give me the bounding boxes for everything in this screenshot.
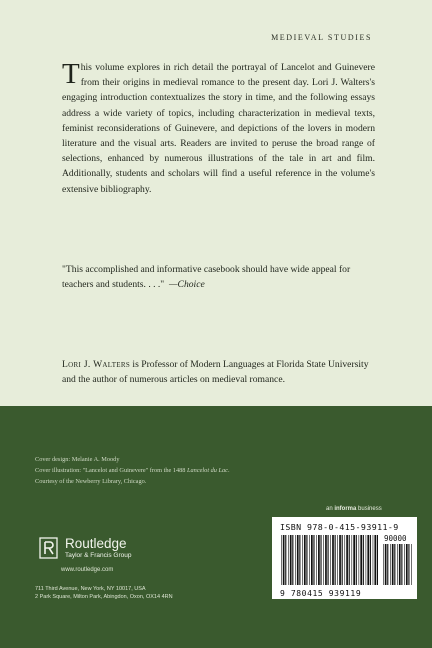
barcode-bar xyxy=(408,544,409,585)
publisher-address: 711 Third Avenue, New York, NY 10017, USA 2 Park Square, Milton Park, Abingdon, Oxon, OX14 4RN xyxy=(35,586,173,601)
barcode-bar xyxy=(325,535,327,585)
barcode-bar xyxy=(309,535,310,585)
barcode-bar xyxy=(323,535,324,585)
ean-barcode xyxy=(280,535,380,585)
barcode-bar xyxy=(316,535,317,585)
barcode-bar xyxy=(374,535,376,585)
barcode-bar xyxy=(399,544,401,585)
courtesy-credit: Courtesy of the Newberry Library, Chicago. xyxy=(35,477,147,485)
quote-text: "This accomplished and informative casebook should have wide appeal for teachers and students. . . ." xyxy=(62,264,351,291)
barcode-bar xyxy=(385,544,387,585)
barcode-bar xyxy=(339,535,341,585)
barcode-bar xyxy=(392,544,394,585)
barcode-bar xyxy=(401,544,402,585)
barcode-bar xyxy=(387,544,388,585)
barcode-bar xyxy=(394,544,395,585)
barcode-bar xyxy=(335,535,336,585)
barcode-bar xyxy=(332,535,334,585)
barcode-bar xyxy=(363,535,364,585)
ean-number: 9 780415 939119 xyxy=(280,589,362,598)
barcode-bar xyxy=(377,535,378,585)
barcode-bar xyxy=(281,535,282,585)
barcode-bar xyxy=(390,544,391,585)
informa-tagline: an informa business xyxy=(326,506,382,512)
barcode-bar xyxy=(373,535,374,585)
barcode-bar xyxy=(320,535,321,585)
barcode-bar xyxy=(356,535,357,585)
barcode-bar xyxy=(297,535,299,585)
barcode-bar xyxy=(411,544,412,585)
price-barcode xyxy=(382,544,414,594)
publisher-url: www.routledge.com xyxy=(61,567,114,573)
barcode-bar xyxy=(360,535,362,585)
barcode-bar xyxy=(313,535,314,585)
barcode-bar xyxy=(285,535,286,585)
cover-illustration-credit: Cover illustration: "Lancelot and Guinevere" from the 1488 Lancelot du Lac. xyxy=(35,466,230,474)
cover-credits xyxy=(35,455,230,487)
author-name: Lori J. Walters xyxy=(62,359,131,370)
publisher-name: Routledge xyxy=(65,535,127,551)
quote-source: —Choice xyxy=(169,279,205,291)
category-label: MEDIEVAL STUDIES xyxy=(271,33,372,42)
barcode-bar xyxy=(404,544,405,585)
barcode-bar xyxy=(342,535,343,585)
barcode-bar xyxy=(367,535,369,585)
barcode-bar xyxy=(383,544,384,585)
barcode-bar xyxy=(290,535,292,585)
review-quote xyxy=(62,262,375,292)
barcode-bar xyxy=(302,535,303,585)
barcode-bar xyxy=(349,535,350,585)
barcode-bar xyxy=(311,535,313,585)
isbn-text: ISBN 978-0-415-93911-9 xyxy=(280,522,399,532)
book-description xyxy=(62,60,375,197)
publisher-brand xyxy=(36,535,131,561)
barcode-bar xyxy=(295,535,296,585)
barcode-bar xyxy=(288,535,289,585)
barcode-bar xyxy=(318,535,320,585)
barcode-bar xyxy=(344,535,345,585)
barcode-bar xyxy=(359,535,360,585)
cover-design-credit: Cover design: Melanie A. Moody xyxy=(35,456,120,463)
drop-cap: T xyxy=(62,58,80,90)
price-code: 90000 xyxy=(384,534,407,543)
author-bio xyxy=(62,357,375,387)
publisher-tagline: Taylor & Francis Group xyxy=(65,551,132,559)
barcode-bar xyxy=(352,535,353,585)
barcode-bar xyxy=(292,535,293,585)
barcode-bar xyxy=(304,535,306,585)
barcode-bar xyxy=(366,535,367,585)
routledge-logo-icon xyxy=(36,535,62,561)
barcode-bar xyxy=(346,535,348,585)
barcode-bar xyxy=(306,535,307,585)
barcode-bar xyxy=(337,535,338,585)
barcode-bar xyxy=(283,535,285,585)
barcode-bar xyxy=(353,535,355,585)
barcode-bar xyxy=(406,544,408,585)
barcode-bar xyxy=(299,535,300,585)
barcode-bar xyxy=(397,544,398,585)
barcode-bar xyxy=(328,535,329,585)
bio-text: is Professor of Modern Languages at Florida State University and the author of numerous articles on medieval romance. xyxy=(62,359,369,386)
barcode-bar xyxy=(370,535,371,585)
barcode-bar xyxy=(330,535,331,585)
description-text: his volume explores in rich detail the portrayal of Lancelot and Guinevere from their origins in medieval romance to the present day. Lori J. Walters's engaging introduction contextualizes the story in time, and the following essays address a wide variety of topics, including characterization in medieval texts, feminist reconsiderations of Guinevere, and depictions of the lovers in modern literature and the visual arts. Readers are invited to peruse the broad range of selections, enhanced by numerous illustrations of the tale in art and film. Additionally, students and scholars will find a useful reference in the volume's extensive bibliography. xyxy=(62,62,375,195)
barcode-panel xyxy=(272,517,417,599)
